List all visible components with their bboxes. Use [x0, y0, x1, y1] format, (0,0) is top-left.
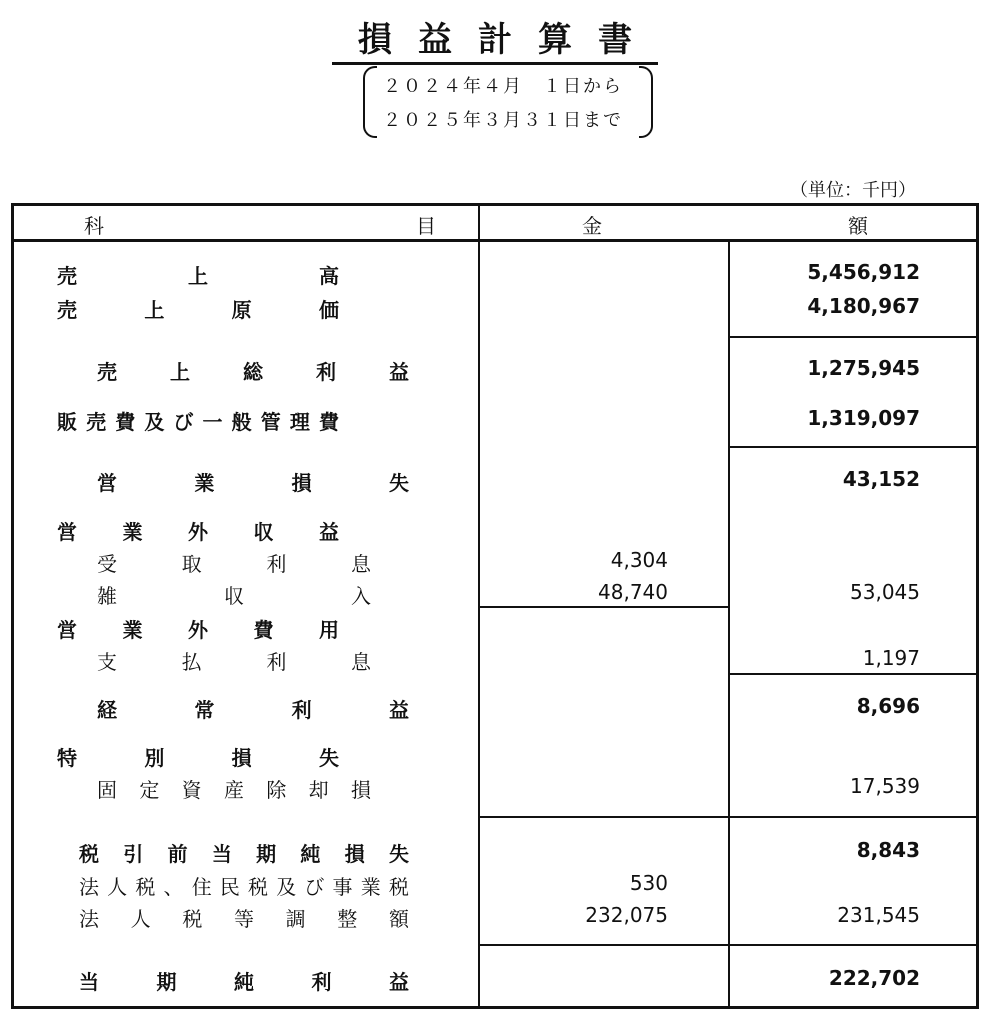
label-non-op-income: 営 業 外 収 益: [57, 520, 339, 544]
header-divider: [12, 239, 978, 242]
rule-1: [728, 336, 978, 338]
header-subject-left: 科: [84, 214, 104, 238]
amount-pretax-loss: 8,843: [856, 838, 920, 862]
amount-sales: 5,456,912: [807, 260, 920, 284]
sub-interest-received: 4,304: [610, 548, 668, 572]
label-non-op-expense: 営 業 外 費 用: [57, 618, 339, 642]
sub-misc-income: 48,740: [598, 580, 668, 604]
amount-sga: 1,319,097: [807, 406, 920, 430]
page-title: 損益計算書: [0, 12, 990, 61]
left-bracket: [363, 66, 377, 138]
unit-label: （単位：千円）: [790, 180, 916, 201]
amount-non-op-expense: 1,197: [862, 646, 920, 670]
rule-2: [728, 446, 978, 448]
label-cogs: 売 上 原 価: [57, 298, 339, 322]
amount-net-profit: 222,702: [828, 966, 920, 990]
rule-4: [728, 673, 978, 675]
period-range: [363, 66, 653, 138]
rule-3: [478, 606, 730, 608]
period-from: ２０２４年４月 １日から: [383, 76, 623, 97]
label-tax-adjustment: 法 人 税 等 調 整 額: [79, 907, 409, 931]
right-bracket: [639, 66, 653, 138]
sub-income-taxes: 530: [629, 871, 668, 895]
label-interest-paid: 支 払 利 息: [97, 650, 371, 674]
label-interest-received: 受 取 利 息: [97, 552, 371, 576]
label-sga: 販 売 費 及 び 一 般 管 理 費: [57, 410, 339, 434]
amount-non-op-income: 53,045: [850, 580, 920, 604]
rule-5: [478, 816, 978, 818]
header-amount-right: 額: [848, 214, 868, 238]
label-operating-loss: 営 業 損 失: [97, 471, 409, 495]
label-gross-profit: 売 上 総 利 益: [97, 360, 409, 384]
amount-operating-loss: 43,152: [842, 467, 920, 491]
amount-extraordinary-loss: 17,539: [850, 774, 920, 798]
label-income-taxes: 法 人 税 、 住 民 税 及 び 事 業 税: [79, 875, 409, 899]
rule-6: [478, 944, 978, 946]
header-amount-left: 金: [582, 214, 602, 238]
amount-taxes-total: 231,545: [837, 903, 920, 927]
amount-ordinary-profit: 8,696: [856, 694, 920, 718]
sub-tax-adjustment: 232,075: [585, 903, 668, 927]
label-misc-income: 雑 収 入: [97, 584, 371, 608]
amount-cogs: 4,180,967: [807, 294, 920, 318]
label-asset-disposal-loss: 固 定 資 産 除 却 損: [97, 778, 371, 802]
period-to: ２０２５年３月３１日まで: [383, 110, 623, 131]
label-pretax-loss: 税 引 前 当 期 純 損 失: [79, 842, 409, 866]
amount-gross-profit: 1,275,945: [807, 356, 920, 380]
label-sales: 売 上 高: [57, 264, 339, 288]
label-extraordinary-loss: 特 別 損 失: [57, 746, 339, 770]
header-subject-right: 目: [416, 214, 436, 238]
label-net-profit: 当 期 純 利 益: [79, 970, 409, 994]
label-ordinary-profit: 経 常 利 益: [97, 698, 409, 722]
